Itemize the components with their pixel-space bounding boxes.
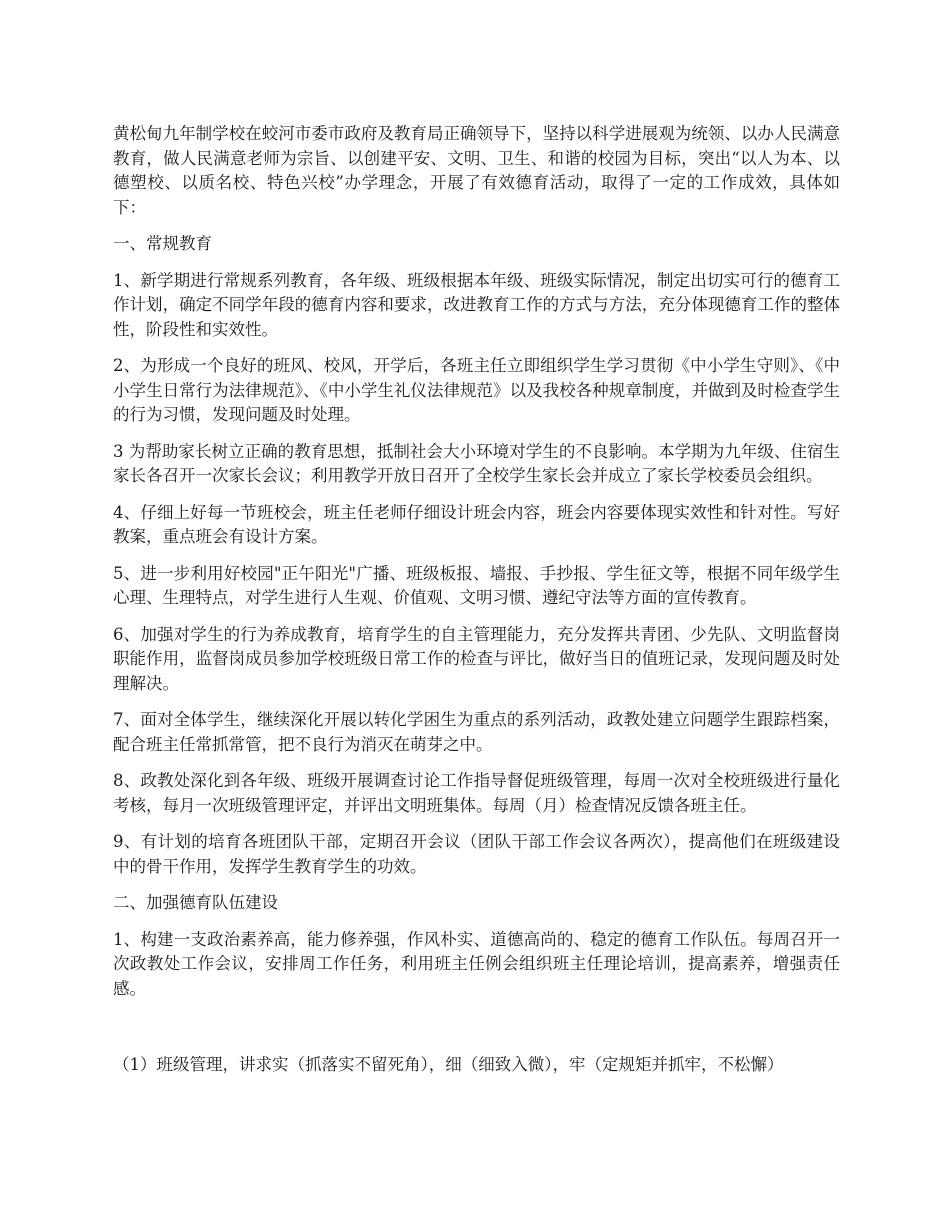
sub-item-paragraph: （1）班级管理，讲求实（抓落实不留死角），细（细致入微），牢（定规矩并抓牢，不松懈） — [113, 1055, 784, 1074]
list-item: 6、加强对学生的行为养成教育，培育学生的自主管理能力，充分发挥共青团、少先队、文明监督岗职能作用，监督岗成员参加学校班级日常工作的检查与评比，做好当日的值班记录，发现问题及时处理解决。 — [113, 624, 840, 693]
list-item: 1、构建一支政治素养高，能力修养强，作风朴实、道德高尚的、稳定的德育工作队伍。每周召开一次政教处工作会议，安排周工作任务，利用班主任例会组织班主任理论培训，提高素养，增强责任感。 — [113, 929, 840, 998]
list-item: 3 为帮助家长树立正确的教育思想，抵制社会大小环境对学生的不良影响。本学期为九年级、住宿生家长各召开一次家长会议；利用教学开放日召开了全校学生家长会并成立了家长学校委员会组织。 — [113, 441, 840, 485]
list-item: 8、政教处深化到各年级、班级开展调查讨论工作指导督促班级管理，每周一次对全校班级进行量化考核，每月一次班级管理评定，并评出文明班集体。每周（月）检查情况反馈各班主任。 — [113, 771, 840, 815]
list-item: 7、面对全体学生，继续深化开展以转化学困生为重点的系列活动，政教处建立问题学生跟踪档案，配合班主任常抓常管，把不良行为消灭在萌芽之中。 — [113, 710, 840, 754]
section-heading-routine-education: 一、常规教育 — [113, 234, 212, 253]
section-heading-team-building: 二、加强德育队伍建设 — [113, 893, 278, 912]
list-item: 1、新学期进行常规系列教育，各年级、班级根据本年级、班级实际情况，制定出切实可行的德育工作计划，确定不同学年段的德育内容和要求，改进教育工作的方式与方法，充分体现德育工作的整体性，阶段性和实效性。 — [113, 270, 840, 339]
list-item: 9、有计划的培育各班团队干部，定期召开会议（团队干部工作会议各两次），提高他们在班级建设中的骨干作用，发挥学生教育学生的功效。 — [113, 832, 840, 876]
document-page — [113, 122, 840, 1090]
list-item: 4、仔细上好每一节班校会，班主任老师仔细设计班会内容，班会内容要体现实效性和针对性。写好教案，重点班会有设计方案。 — [113, 502, 840, 546]
list-item: 5、进一步利用好校园"正午阳光"广播、班级板报、墙报、手抄报、学生征文等，根据不同年级学生心理、生理特点，对学生进行人生观、价值观、文明习惯、遵纪守法等方面的宣传教育。 — [113, 563, 840, 607]
spacer — [113, 1013, 840, 1053]
intro-paragraph: 黄松甸九年制学校在蛟河市委市政府及教育局正确领导下，坚持以科学进展观为统领、以办人民满意教育，做人民满意老师为宗旨、以创建平安、文明、卫生、和谐的校园为目标，突出“以人为本、以德塑校、以质名校、特色兴校”办学理念，开展了有效德育活动，取得了一定的工作成效，具体如下： — [113, 124, 840, 217]
list-item: 2、为形成一个良好的班风、校风，开学后，各班主任立即组织学生学习贯彻《中小学生守则》、《中小学生日常行为法律规范》、《中小学生礼仪法律规范》以及我校各种规章制度，并做到及时检查学生的行为习惯，发现问题及时处理。 — [113, 356, 840, 424]
